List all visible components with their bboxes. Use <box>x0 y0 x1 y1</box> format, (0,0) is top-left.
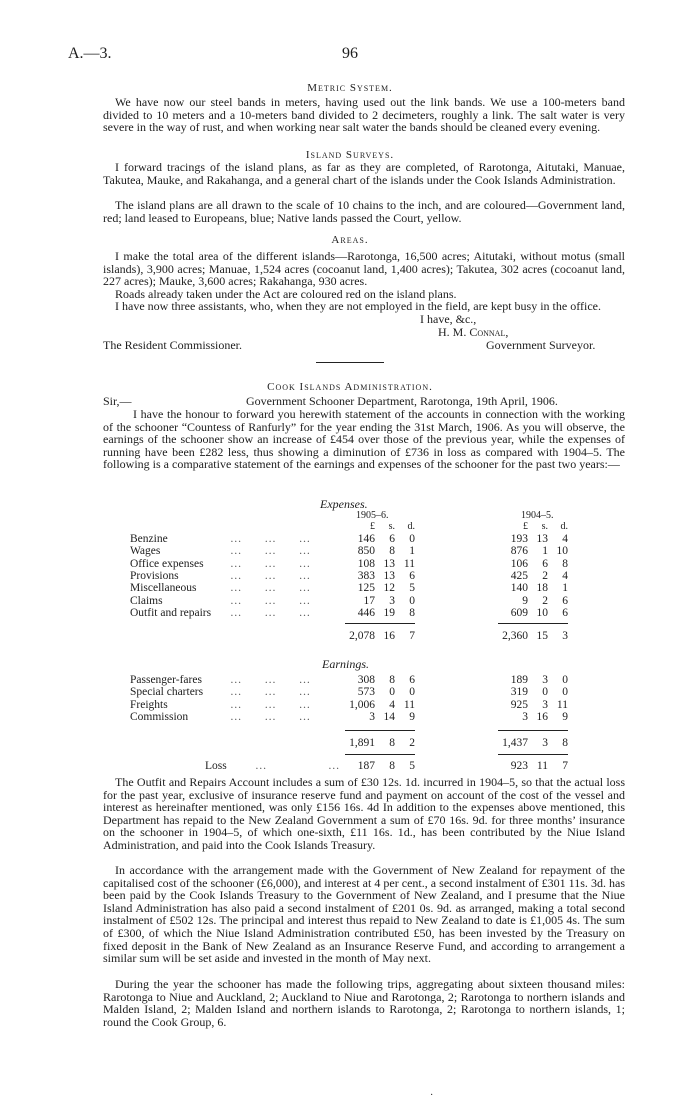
expenses-leader: … … … <box>230 594 321 607</box>
earnings-1904-pence: 0 <box>562 674 568 686</box>
earnings-row <box>130 686 590 698</box>
expenses-1904-pounds: 9 <box>522 594 528 607</box>
expenses-label: Office expenses <box>130 557 204 570</box>
cook-islands-heading: Cook Islands Administration. <box>267 381 433 393</box>
expenses-1905-pounds: 446 <box>357 606 375 619</box>
expenses-label: Wages <box>130 545 161 558</box>
scan-mark: · <box>430 1090 434 1101</box>
earnings-1904-shillings: 3 <box>542 674 548 686</box>
earnings-1905-pence: 0 <box>409 686 415 699</box>
expenses-1904-pence: 6 <box>562 594 568 607</box>
island-surveys-heading: Island Surveys. <box>305 149 395 161</box>
expenses-1904-pounds: 140 <box>510 582 528 595</box>
expenses-1905-pence: 11 <box>403 557 415 570</box>
island-surveys-paragraph-1: I forward tracings of the island plans, as far as they are completed, of Rarotonga, Aitutaki, Manuae, Takutea, Mauke, and Rakahanga, and a general chart of the islands under the Cook Islands Administration. <box>103 160 625 187</box>
earnings-total-1904-pence: 8 <box>562 737 568 749</box>
signer-name: H. M. Connal, <box>438 325 509 339</box>
expenses-1905-shillings: 8 <box>389 545 395 558</box>
earnings-heading: Earnings. <box>322 657 370 671</box>
expenses-1905-shillings: 6 <box>389 533 395 545</box>
signer-title: Government Surveyor. <box>486 338 596 352</box>
expenses-label: Provisions <box>130 569 179 582</box>
loss-1904-pounds: 923 <box>510 760 528 772</box>
expenses-row <box>130 558 590 570</box>
expenses-leader: … … … <box>230 557 321 570</box>
earnings-1904-pounds: 319 <box>510 686 528 699</box>
loss-1905-pounds: 187 <box>357 760 375 772</box>
loss-label: Loss <box>205 760 227 772</box>
expenses-1905-pounds: 146 <box>357 533 375 545</box>
expenses-1905-shillings: 19 <box>383 606 395 619</box>
dateline: Government Schooner Department, Rarotonga, 19th April, 1906. <box>246 394 558 408</box>
expenses-1904-pence: 8 <box>562 557 568 570</box>
earnings-1904-shillings: 3 <box>542 698 548 711</box>
earnings-total-1904-shillings: 3 <box>542 737 548 749</box>
expenses-1905-pounds: 108 <box>357 557 375 570</box>
earnings-row <box>130 674 590 686</box>
unit-pence: d. <box>560 521 568 532</box>
expenses-row <box>130 545 590 557</box>
earnings-label: Freights <box>130 698 168 711</box>
expenses-label: Claims <box>130 594 163 607</box>
expenses-1904-shillings: 18 <box>536 582 548 595</box>
salutation: Sir,— <box>103 394 132 408</box>
earnings-1905-pence: 11 <box>403 698 415 711</box>
expenses-1905-pounds: 125 <box>357 582 375 595</box>
expenses-leader: … … … <box>230 533 321 545</box>
earnings-total-1905-shillings: 8 <box>389 737 395 749</box>
earnings-1905-pounds: 3 <box>369 710 375 723</box>
expenses-1905-pence: 0 <box>409 594 415 607</box>
year2-header: 1904–5. <box>521 510 554 521</box>
expenses-total-1904-pounds: 2,360 <box>502 630 528 642</box>
earnings-1905-shillings: 0 <box>389 686 395 699</box>
expenses-1904-pounds: 193 <box>510 533 528 545</box>
addressee: The Resident Commissioner. <box>103 338 242 352</box>
metric-paragraph: We have now our steel bands in meters, having used out the link bands. We use a 100-meters band divided to 10 meters and a 10-meters band divided to 2 decimeters, roughly a link. The salt water is very severe in the way of rust, and when working near salt water the bands should be cleaned every evening. <box>103 95 625 135</box>
earnings-row <box>130 699 590 711</box>
metric-heading: Metric System. <box>307 82 393 94</box>
expenses-1904-shillings: 6 <box>542 557 548 570</box>
unit-header-row <box>130 521 590 533</box>
expenses-label: Benzine <box>130 533 168 545</box>
repayment-paragraph: In accordance with the arrangement made with the Government of New Zealand for repayment of the capitalised cost of the schooner (£6,000), and interest at 4 per cent., a second instalment of £301 11s. 3d. has been paid by the Cook Islands Treasury to the Government of New Zealand, and I presume that the Niue Island Administration has also paid a second instalment of £201 0s. 9d. as arranged, making a total second instalment of £502 12s. The principal and interest thus repaid to New Zealand to date is £1,005 4s. The sum of £300, of which the Niue Island Administration contributed £50, has been invested by the Treasury on fixed deposit in the Bank of New Zealand as an Insurance Reserve Fund, and according to arrangement a similar sum will be set aside and invested in the month of May next. <box>103 863 625 966</box>
earnings-1905-pence: 6 <box>409 674 415 686</box>
expenses-total-rule-2 <box>498 623 568 624</box>
expenses-1904-pence: 4 <box>562 533 568 545</box>
expenses-1905-pounds: 850 <box>357 545 375 558</box>
expenses-leader: … … … <box>230 545 321 558</box>
expenses-row <box>130 570 590 582</box>
earnings-total-1905-pounds: 1,891 <box>349 737 375 749</box>
expenses-1904-shillings: 2 <box>542 569 548 582</box>
expenses-1905-pence: 5 <box>409 582 415 595</box>
expenses-1905-pounds: 17 <box>363 594 375 607</box>
earnings-leader: … … … <box>230 686 321 699</box>
expenses-leader: … … … <box>230 582 321 595</box>
expenses-1904-pence: 6 <box>562 606 568 619</box>
closing-formula: I have, &c., <box>420 312 477 326</box>
expenses-1905-shillings: 13 <box>383 569 395 582</box>
expenses-total-1905-pounds: 2,078 <box>349 630 375 642</box>
expenses-heading: Expenses. <box>320 497 368 511</box>
expenses-1904-pence: 10 <box>556 545 568 558</box>
loss-row <box>130 760 590 772</box>
outfit-repairs-paragraph: The Outfit and Repairs Account includes a sum of £30 12s. 1d. incurred in 1904–5, so that the actual loss for the past year, exclusive of insurance reserve fund and payment on account of the cost of the vessel and interest as hereinafter mentioned, was only £156 16s. 4d In addition to the expenses above mentioned, this Department has repaid to the New Zealand Government a sum of £70 16s. 9d. for three months’ insurance on the schooner in 1904–5, of which one-sixth, £11 16s. 1d., has been contributed by the Niue Island Administration, and paid into the Cook Islands Treasury. <box>103 775 625 852</box>
loss-1905-shillings: 8 <box>389 760 395 772</box>
expenses-1904-pounds: 425 <box>510 569 528 582</box>
expenses-1905-shillings: 3 <box>389 594 395 607</box>
expenses-1905-pounds: 383 <box>357 569 375 582</box>
areas-paragraph-2: Roads already taken under the Act are coloured red on the island plans. <box>115 287 457 301</box>
areas-paragraph-1: I make the total area of the different islands—Rarotonga, 16,500 acres; Aitutaki, without motus (small islands), 3,900 acres; Manuae, 1,524 acres (cocoanut land, 1,400 acres); Takutea, 302 acres (cocoanut land, 227 acres); Mauke, 3,600 acres; Rakahanga, 930 acres. <box>103 249 625 289</box>
expenses-row <box>130 595 590 607</box>
earnings-1905-pence: 9 <box>409 710 415 723</box>
expenses-total-rule-1 <box>345 623 415 624</box>
earnings-leader: … … … <box>230 674 321 686</box>
expenses-label: Outfit and repairs <box>130 606 212 619</box>
expenses-row <box>130 533 590 545</box>
expenses-1904-shillings: 2 <box>542 594 548 607</box>
expenses-1904-pence: 4 <box>562 569 568 582</box>
expenses-total-1904-pence: 3 <box>562 630 568 642</box>
earnings-1904-pounds: 3 <box>522 710 528 723</box>
loss-1904-shillings: 11 <box>536 760 548 772</box>
loss-rule-2 <box>498 754 568 755</box>
expenses-1905-shillings: 13 <box>383 557 395 570</box>
earnings-1904-pounds: 925 <box>510 698 528 711</box>
expenses-1904-pence: 1 <box>562 582 568 595</box>
page-number: 96 <box>342 45 358 62</box>
earnings-total-row <box>130 737 590 749</box>
expenses-1905-pence: 6 <box>409 569 415 582</box>
expenses-1904-pounds: 609 <box>510 606 528 619</box>
earnings-1904-pounds: 189 <box>510 674 528 686</box>
earnings-label: Commission <box>130 710 189 723</box>
earnings-1904-pence: 0 <box>562 686 568 699</box>
earnings-1905-pounds: 573 <box>357 686 375 699</box>
earnings-1905-shillings: 8 <box>389 674 395 686</box>
earnings-1904-shillings: 0 <box>542 686 548 699</box>
unit-shillings: s. <box>541 521 548 532</box>
expenses-1904-shillings: 1 <box>542 545 548 558</box>
loss-1904-pence: 7 <box>562 760 568 772</box>
earnings-leader: … … … <box>230 710 321 723</box>
loss-rule-1 <box>345 754 415 755</box>
island-surveys-paragraph-2: The island plans are all drawn to the scale of 10 chains to the inch, and are coloured—Government land, red; land leased to Europeans, blue; Native lands passed the Court, yellow. <box>103 198 625 225</box>
loss-1905-pence: 5 <box>409 760 415 772</box>
expenses-1905-shillings: 12 <box>383 582 395 595</box>
earnings-1904-pence: 11 <box>556 698 568 711</box>
year1-header: 1905–6. <box>356 510 389 521</box>
expenses-leader: … … … <box>230 606 321 619</box>
earnings-1904-pence: 9 <box>562 710 568 723</box>
earnings-label: Special charters <box>130 686 204 699</box>
expenses-1905-pence: 1 <box>409 545 415 558</box>
earnings-1905-shillings: 14 <box>383 710 395 723</box>
areas-paragraph-3: I have now three assistants, who, when they are not employed in the field, are kept busy in the office. <box>115 299 601 313</box>
expenses-1904-shillings: 13 <box>536 533 548 545</box>
earnings-1905-pounds: 308 <box>357 674 375 686</box>
earnings-row <box>130 711 590 723</box>
section-divider <box>316 362 384 363</box>
cook-intro-paragraph: I have the honour to forward you herewith statement of the accounts in connection with the working of the schooner “Countess of Ranfurly” for the year ending the 31st March, 1906. As you will observe, the earnings of the schooner show an increase of £454 over those of the previous year, while the expenses of running have been £282 less, thus showing a diminution of £736 in loss as compared with 1904–5. The following is a comparative statement of the earnings and expenses of the schooner for the past two years:— <box>103 407 625 472</box>
trips-paragraph: During the year the schooner has made the following trips, aggregating about sixteen thousand miles: Rarotonga to Niue and Auckland, 2; Auckland to Niue and Rarotonga, 2; Rarotonga to northern islands and Malden Island, 2; Malden Island and northern islands to Rarotonga, 2; Rarotonga to northern islands, 1; round the Cook Group, 6. <box>103 977 625 1029</box>
unit-pence: d. <box>407 521 415 532</box>
earnings-total-rule-2 <box>498 730 568 731</box>
expenses-total-1905-shillings: 16 <box>383 630 395 642</box>
expenses-leader: … … … <box>230 569 321 582</box>
expenses-1905-pence: 8 <box>409 606 415 619</box>
expenses-row <box>130 582 590 594</box>
expenses-total-row <box>130 630 590 642</box>
expenses-1904-pounds: 876 <box>510 545 528 558</box>
earnings-1905-pounds: 1,006 <box>349 698 375 711</box>
earnings-1904-shillings: 16 <box>536 710 548 723</box>
expenses-1905-pence: 0 <box>409 533 415 545</box>
unit-pounds: £ <box>370 521 375 532</box>
expenses-label: Miscellaneous <box>130 582 197 595</box>
unit-pounds: £ <box>523 521 528 532</box>
page-ref: A.—3. <box>68 45 112 62</box>
areas-heading: Areas. <box>331 234 369 246</box>
expenses-total-1905-pence: 7 <box>409 630 415 642</box>
earnings-leader: … … … <box>230 698 321 711</box>
loss-leader: … … <box>255 760 350 772</box>
earnings-total-1904-pounds: 1,437 <box>502 737 528 749</box>
earnings-label: Passenger-fares <box>130 674 202 686</box>
expenses-1904-pounds: 106 <box>510 557 528 570</box>
expenses-total-1904-shillings: 15 <box>536 630 548 642</box>
earnings-total-1905-pence: 2 <box>409 737 415 749</box>
expenses-row <box>130 607 590 619</box>
earnings-1905-shillings: 4 <box>389 698 395 711</box>
earnings-total-rule-1 <box>345 730 415 731</box>
unit-shillings: s. <box>388 521 395 532</box>
expenses-1904-shillings: 10 <box>536 606 548 619</box>
